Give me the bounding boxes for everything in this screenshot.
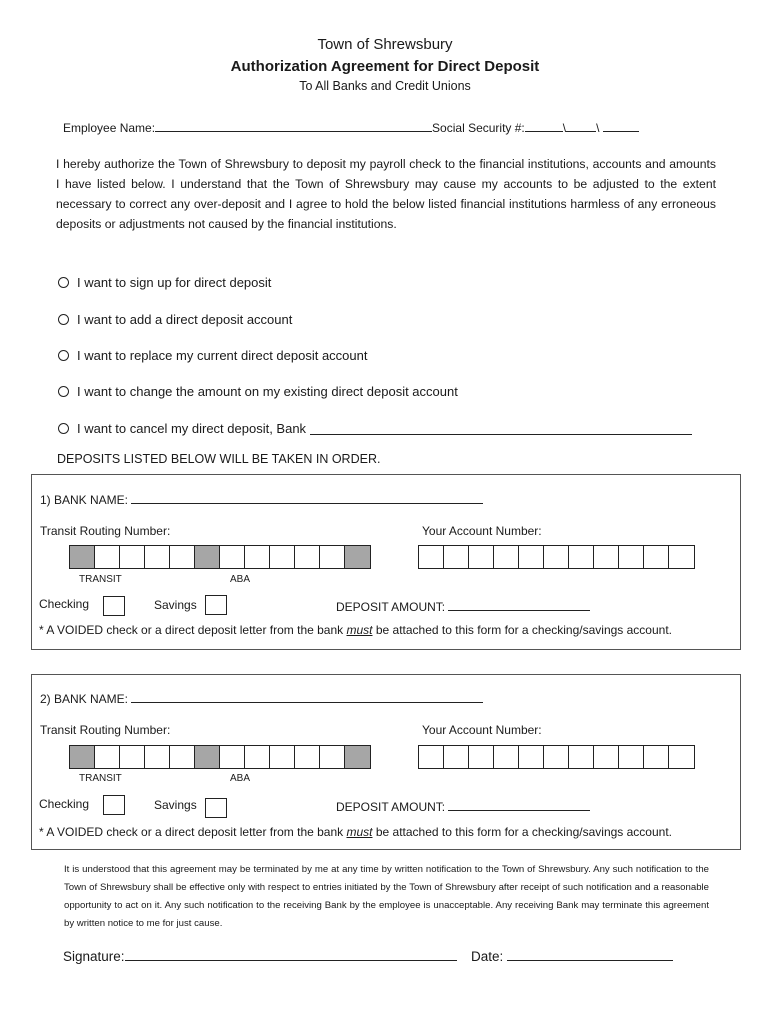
routing-digit[interactable] <box>295 746 320 768</box>
ssn-label: Social Security #: <box>432 121 525 135</box>
aba-label: ABA <box>230 773 251 784</box>
deposit-amount-field[interactable] <box>448 598 590 611</box>
account-digit[interactable] <box>669 546 694 568</box>
option-sign-up[interactable] <box>58 275 271 290</box>
account-digit[interactable] <box>569 546 594 568</box>
date-label: Date: <box>471 949 504 964</box>
account-digit[interactable] <box>469 746 494 768</box>
account-digit[interactable] <box>519 746 544 768</box>
routing-digit[interactable] <box>95 746 120 768</box>
account-digit[interactable] <box>544 546 569 568</box>
account-digit[interactable] <box>444 546 469 568</box>
routing-digit[interactable] <box>220 546 245 568</box>
routing-digit[interactable] <box>270 546 295 568</box>
bank-name-row <box>40 491 483 507</box>
routing-number-grid[interactable] <box>69 545 371 569</box>
ssn-field-2[interactable] <box>566 119 596 132</box>
radio-icon[interactable] <box>58 314 69 325</box>
routing-digit[interactable] <box>270 746 295 768</box>
option-add-account[interactable] <box>58 312 292 327</box>
routing-digit[interactable] <box>345 746 370 768</box>
bank-name-field[interactable] <box>131 491 483 504</box>
routing-digit[interactable] <box>245 546 270 568</box>
deposit-amount-field[interactable] <box>448 798 590 811</box>
account-digit[interactable] <box>444 746 469 768</box>
account-digit[interactable] <box>419 546 444 568</box>
employee-name-label: Employee Name: <box>63 121 156 135</box>
account-digit[interactable] <box>469 546 494 568</box>
account-number-grid[interactable] <box>418 745 695 769</box>
account-digit[interactable] <box>544 746 569 768</box>
form-subtitle: To All Banks and Credit Unions <box>299 79 471 93</box>
routing-digit[interactable] <box>245 746 270 768</box>
employee-row <box>63 119 639 135</box>
routing-digit[interactable] <box>145 546 170 568</box>
bank-name-label: 1) BANK NAME: <box>40 493 129 507</box>
routing-digit[interactable] <box>170 746 195 768</box>
routing-digit[interactable] <box>195 746 220 768</box>
savings-label: Savings <box>154 598 197 612</box>
signature-label: Signature: <box>63 949 125 964</box>
account-digit[interactable] <box>419 746 444 768</box>
account-digit[interactable] <box>494 746 519 768</box>
checking-checkbox[interactable] <box>103 596 125 616</box>
routing-digit[interactable] <box>120 546 145 568</box>
bank-name-field[interactable] <box>131 690 483 703</box>
routing-digit[interactable] <box>320 746 345 768</box>
date-row <box>471 948 673 964</box>
bank-section-1 <box>31 474 741 650</box>
savings-checkbox[interactable] <box>205 595 227 615</box>
ssn-field-1[interactable] <box>525 119 563 132</box>
account-label: Your Account Number: <box>422 524 542 538</box>
ssn-separator-1: \ <box>562 121 567 135</box>
option-label: I want to cancel my direct deposit, Bank <box>77 421 307 436</box>
account-number-grid[interactable] <box>418 545 695 569</box>
ssn-separator-2: \ <box>596 121 600 135</box>
account-digit[interactable] <box>594 546 619 568</box>
employee-name-field[interactable] <box>155 119 432 132</box>
aba-label: ABA <box>230 574 251 585</box>
deposits-note: DEPOSITS LISTED BELOW WILL BE TAKEN IN ORDER. <box>57 452 381 466</box>
radio-icon[interactable] <box>58 350 69 361</box>
account-digit[interactable] <box>669 746 694 768</box>
voided-check-note: * A VOIDED check or a direct deposit letter from the bank must be attached to this form for a checking/savings account. <box>39 825 672 839</box>
routing-number-grid[interactable] <box>69 745 371 769</box>
form-title: Authorization Agreement for Direct Deposit <box>230 58 540 75</box>
routing-digit[interactable] <box>220 746 245 768</box>
account-label: Your Account Number: <box>422 723 542 737</box>
savings-checkbox[interactable] <box>205 798 227 818</box>
radio-icon[interactable] <box>58 386 69 397</box>
routing-digit[interactable] <box>345 546 370 568</box>
date-field[interactable] <box>507 948 673 961</box>
option-cancel[interactable] <box>58 421 692 436</box>
option-label: I want to add a direct deposit account <box>77 312 293 327</box>
routing-digit[interactable] <box>95 546 120 568</box>
voided-check-note: * A VOIDED check or a direct deposit letter from the bank must be attached to this form for a checking/savings account. <box>39 623 672 637</box>
routing-digit[interactable] <box>320 546 345 568</box>
account-digit[interactable] <box>594 746 619 768</box>
deposit-amount-label: DEPOSIT AMOUNT: <box>336 600 446 614</box>
transit-label: TRANSIT <box>79 574 122 585</box>
checking-checkbox[interactable] <box>103 795 125 815</box>
signature-row <box>63 948 457 964</box>
routing-digit[interactable] <box>145 746 170 768</box>
savings-label: Savings <box>154 798 197 812</box>
deposit-amount-row <box>336 798 590 814</box>
authorization-paragraph: I hereby authorize the Town of Shrewsbury to deposit my payroll check to the financial institutions, accounts and amounts I have listed below. I understand that the Town of Shrewsbury may cause my accounts to be adjusted to the extent necessary to correct any over-deposit and I agree to hold the below listed financial institutions harmless of any erroneous deposits or adjustments not caused by the financial institutions. <box>56 157 716 231</box>
account-digit[interactable] <box>569 746 594 768</box>
deposit-amount-label: DEPOSIT AMOUNT: <box>336 800 446 814</box>
routing-digit[interactable] <box>195 546 220 568</box>
account-digit[interactable] <box>519 546 544 568</box>
routing-label: Transit Routing Number: <box>40 524 171 538</box>
option-replace-account[interactable] <box>58 348 367 363</box>
routing-digit[interactable] <box>295 546 320 568</box>
checking-label: Checking <box>39 597 90 611</box>
bank-name-row <box>40 690 483 706</box>
deposit-amount-row <box>336 598 590 614</box>
ssn-field-3[interactable] <box>603 119 639 132</box>
routing-label: Transit Routing Number: <box>40 723 171 737</box>
option-change-amount[interactable] <box>58 384 458 399</box>
account-digit[interactable] <box>619 546 644 568</box>
town-title: Town of Shrewsbury <box>317 36 453 53</box>
radio-icon[interactable] <box>58 277 69 288</box>
bank-section-2 <box>31 674 741 850</box>
account-digit[interactable] <box>494 546 519 568</box>
signature-field[interactable] <box>125 948 457 961</box>
routing-digit[interactable] <box>170 546 195 568</box>
option-label: I want to sign up for direct deposit <box>77 275 272 290</box>
account-digit[interactable] <box>644 746 669 768</box>
checking-label: Checking <box>39 797 90 811</box>
option-label: I want to change the amount on my existing direct deposit account <box>77 384 458 399</box>
account-digit[interactable] <box>619 746 644 768</box>
routing-digit[interactable] <box>70 746 95 768</box>
termination-notice: It is understood that this agreement may be terminated by me at any time by written notification to the Town of Shrewsbury. Any such notification to the Town of Shrewsbury shall be effective only with respect to entries initiated by the Town of Shrewsbury after receipt of such notification and a reasonable opportunity to act on it. Any such notification to the receiving Bank by the employee is unacceptable. Any receiving Bank may terminate this agreement by written notice to me for just cause. <box>64 864 709 929</box>
radio-icon[interactable] <box>58 423 69 434</box>
bank-name-label: 2) BANK NAME: <box>40 692 129 706</box>
routing-digit[interactable] <box>120 746 145 768</box>
cancel-bank-field[interactable] <box>310 422 692 435</box>
account-digit[interactable] <box>644 546 669 568</box>
option-label: I want to replace my current direct deposit account <box>77 348 368 363</box>
routing-digit[interactable] <box>70 546 95 568</box>
transit-label: TRANSIT <box>79 773 122 784</box>
